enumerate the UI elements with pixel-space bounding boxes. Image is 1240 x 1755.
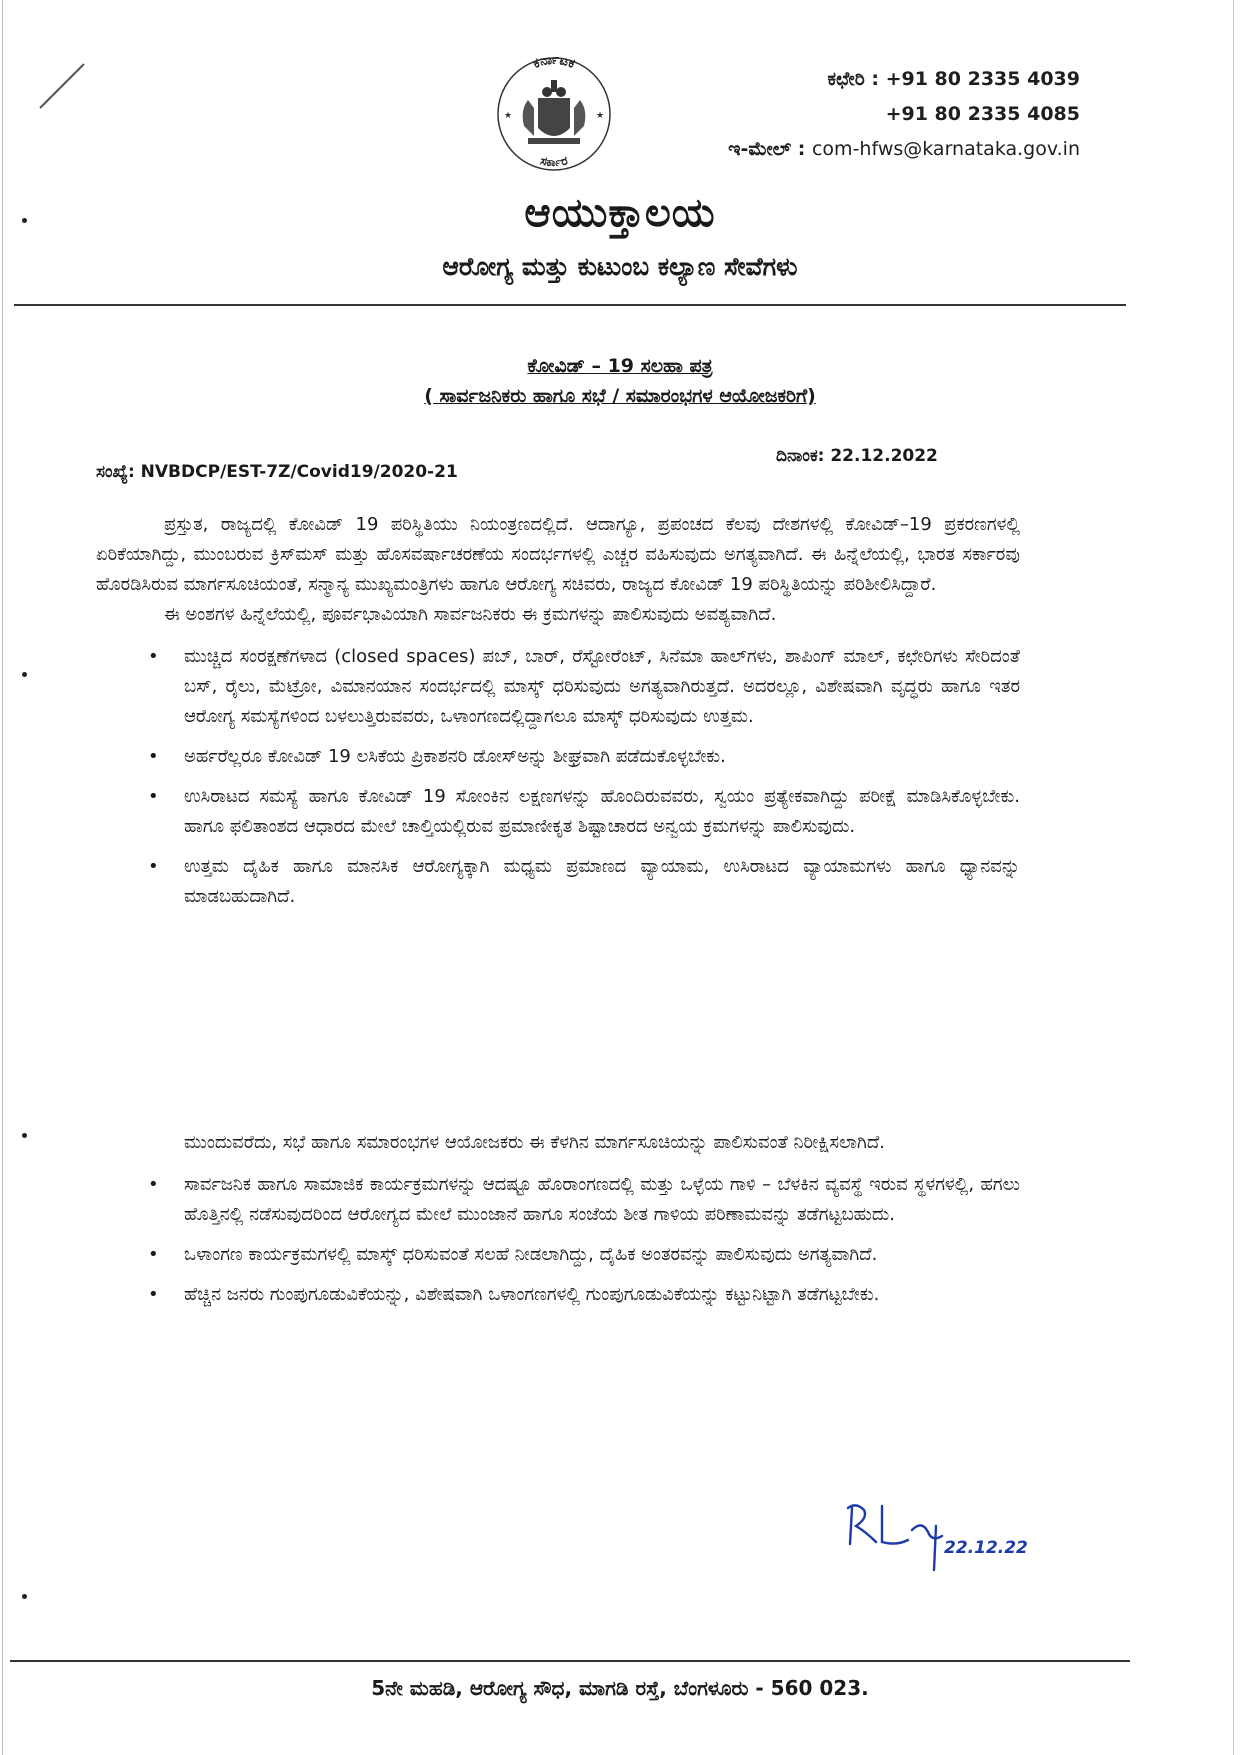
contact-block xyxy=(728,62,1080,167)
office-phone-2: +91 80 2335 4085 xyxy=(885,103,1080,125)
svg-text:ಕರ್ನಾಟಕ: ಕರ್ನಾಟಕ xyxy=(531,52,577,72)
reference-number: ಸಂಖ್ಯೆ: NVBDCP/EST-7Z/Covid19/2020-21 xyxy=(96,462,458,482)
email-line xyxy=(728,132,1080,167)
list-item-text: ಒಳಾಂಗಣ ಕಾರ್ಯಕ್ರಮಗಳಲ್ಲಿ ಮಾಸ್ಕ್ ಧರಿಸುವಂತೆ ಸಲಹೆ ನೀಡಲಾಗಿದ್ದು, ದೈಹಿಕ ಅಂತರವನ್ನು ಪಾಲಿಸುವುದು ಅಗತ್ಯವಾಗಿದೆ. xyxy=(184,1244,878,1265)
body-section-public xyxy=(96,510,1020,922)
punch-hole-mark xyxy=(22,1133,27,1138)
list-item-text: ಸಾರ್ವಜನಿಕ ಹಾಗೂ ಸಾಮಾಜಿಕ ಕಾರ್ಯಕ್ರಮಗಳನ್ನು ಆದಷ್ಟೂ ಹೊರಾಂಗಣದಲ್ಲಿ ಮತ್ತು ಒಳ್ಳೆಯ ಗಾಳಿ – ಬೆಳಕಿನ ವ್ಯವಸ್ಥೆ ಇರುವ ಸ್ಥಳಗಳಲ್ಲಿ, ಹಗಲು ಹೊತ್ತಿನಲ್ಲಿ ನಡೆಸುವುದರಿಂದ ಆರೋಗ್ಯದ ಮೇಲೆ ಮುಂಜಾನೆ ಹಾಗೂ ಸಂಜೆಯ ಶೀತ ಗಾಳಿಯ ಪರಿಣಾಮವನ್ನು ತಡೆಗಟ್ಟಬಹುದು. xyxy=(184,1174,1020,1225)
department-title: ಆರೋಗ್ಯ ಮತ್ತು ಕುಟುಂಬ ಕಲ್ಯಾಣ ಸೇವೆಗಳು xyxy=(442,252,798,281)
list-item xyxy=(96,742,1020,772)
office-title: ಆಯುಕ್ತಾಲಯ xyxy=(524,190,716,236)
list-item-text: ಮುಚ್ಚಿದ ಸಂರಕ್ಷಣೆಗಳಾದ (closed spaces) ಪಬ್, ಬಾರ್, ರೆಸ್ಟೋರೆಂಟ್, ಸಿನೆಮಾ ಹಾಲ್‌ಗಳು, ಶಾಪಿಂಗ್ ಮಾಲ್, ಕಛೇರಿಗಳು ಸೇರಿದಂತೆ ಬಸ್, ರೈಲು, ಮೆಟ್ರೋ, ವಿಮಾನಯಾನ ಸಂದರ್ಭದಲ್ಲಿ ಮಾಸ್ಕ್ ಧರಿಸುವುದು ಅಗತ್ಯವಾಗಿರುತ್ತದೆ. ಅದರಲ್ಲೂ, ವಿಶೇಷವಾಗಿ ವೃದ್ಧರು ಹಾಗೂ ಇತರ ಆರೋಗ್ಯ ಸಮಸ್ಯೆಗಳಿಂದ ಬಳಲುತ್ತಿರುವವರು, ಒಳಾಂಗಣದಲ್ಲಿದ್ದಾಗಲೂ ಮಾಸ್ಕ್ ಧರಿಸುವುದು ಉತ್ತಮ. xyxy=(184,646,1020,727)
office-phone-line xyxy=(728,62,1080,97)
punch-hole-mark xyxy=(22,1594,27,1599)
list-item-text: ಅರ್ಹರೆಲ್ಲರೂ ಕೋವಿಡ್ 19 ಲಸಿಕೆಯ ಪ್ರಿಕಾಶನರಿ ಡೋಸ್‌ಅನ್ನು ಶೀಘ್ರವಾಗಿ ಪಡೆದುಕೊಳ್ಳಬೇಕು. xyxy=(184,746,726,767)
svg-text:★: ★ xyxy=(504,111,513,121)
bullet-icon: • xyxy=(148,786,159,807)
organiser-measures-list xyxy=(96,1170,1020,1310)
circular-subtitle: ( ಸಾರ್ವಜನಿಕರು ಹಾಗೂ ಸಭೆ / ಸಮಾರಂಭಗಳ ಆಯೋಜಕರಿಗೆ) xyxy=(424,385,816,407)
body-section-organisers xyxy=(96,1128,1020,1320)
handwritten-signature xyxy=(842,1496,1042,1576)
karnataka-emblem-icon xyxy=(494,48,614,180)
list-item xyxy=(96,1240,1020,1270)
signature-date: 22.12.22 xyxy=(944,1538,1028,1558)
list-item-text: ಉತ್ತಮ ದೈಹಿಕ ಹಾಗೂ ಮಾನಸಿಕ ಆರೋಗ್ಯಕ್ಕಾಗಿ ಮಧ್ಯಮ ಪ್ರಮಾಣದ ವ್ಯಾಯಾಮ, ಉಸಿರಾಟದ ವ್ಯಾಯಾಮಗಳು ಹಾಗೂ ಧ್ಯಾನವನ್ನು ಮಾಡಬಹುದಾಗಿದೆ. xyxy=(184,856,1020,907)
scan-scratch-mark xyxy=(36,60,88,112)
punch-hole-mark xyxy=(22,672,27,677)
list-item xyxy=(96,852,1020,912)
footer-divider xyxy=(10,1660,1130,1662)
bullet-icon: • xyxy=(148,1284,159,1305)
circular-date: ದಿನಾಂಕ: 22.12.2022 xyxy=(776,446,938,466)
office-label: ಕಛೇರಿ : xyxy=(827,68,879,90)
organisers-intro: ಮುಂದುವರೆದು, ಸಭೆ ಹಾಗೂ ಸಮಾರಂಭಗಳ ಆಯೋಜಕರು ಈ ಕೆಳಗಿನ ಮಾರ್ಗಸೂಚಿಯನ್ನು ಪಾಲಿಸುವಂತೆ ನಿರೀಕ್ಷಿಸಲಾಗಿದೆ. xyxy=(184,1132,885,1153)
svg-text:★: ★ xyxy=(596,111,605,121)
bullet-icon: • xyxy=(148,746,159,767)
list-item xyxy=(96,642,1020,732)
email-address: com-hfws@karnataka.gov.in xyxy=(811,138,1080,160)
bullet-icon: • xyxy=(148,856,159,877)
intro-paragraph-1: ಪ್ರಸ್ತುತ, ರಾಜ್ಯದಲ್ಲಿ ಕೋವಿಡ್ 19 ಪರಿಸ್ಥಿತಿಯು ನಿಯಂತ್ರಣದಲ್ಲಿದೆ. ಆದಾಗ್ಯೂ, ಪ್ರಪಂಚದ ಕೆಲವು ದೇಶಗಳಲ್ಲಿ ಕೋವಿಡ್–19 ಪ್ರಕರಣಗಳಲ್ಲಿ ಏರಿಕೆಯಾಗಿದ್ದು, ಮುಂಬರುವ ಕ್ರಿಸ್‌ಮಸ್ ಮತ್ತು ಹೊಸವರ್ಷಾಚರಣೆಯ ಸಂದರ್ಭಗಳಲ್ಲಿ ಎಚ್ಚರ ವಹಿಸುವುದು ಅಗತ್ಯವಾಗಿದೆ. ಈ ಹಿನ್ನೆಲೆಯಲ್ಲಿ, ಭಾರತ ಸರ್ಕಾರವು ಹೊರಡಿಸಿರುವ ಮಾರ್ಗಸೂಚಿಯಂತೆ, ಸನ್ಮಾನ್ಯ ಮುಖ್ಯಮಂತ್ರಿಗಳು ಹಾಗೂ ಆರೋಗ್ಯ ಸಚಿವರು, ರಾಜ್ಯದ ಕೋವಿಡ್ 19 ಪರಿಸ್ಥಿತಿಯನ್ನು ಪರಿಶೀಲಿಸಿದ್ದಾರೆ. xyxy=(96,514,1020,595)
email-label: ಇ-ಮೇಲ್ : xyxy=(728,138,806,160)
bullet-icon: • xyxy=(148,1174,159,1195)
svg-text:ಸರ್ಕಾರ: ಸರ್ಕಾರ xyxy=(539,153,569,170)
header-divider xyxy=(14,304,1126,306)
list-item xyxy=(96,782,1020,842)
list-item-text: ಹೆಚ್ಚಿನ ಜನರು ಗುಂಪುಗೂಡುವಿಕೆಯನ್ನು, ವಿಶೇಷವಾಗಿ ಒಳಾಂಗಣಗಳಲ್ಲಿ ಗುಂಪುಗೂಡುವಿಕೆಯನ್ನು ಕಟ್ಟುನಿಟ್ಟಾಗಿ ತಡೆಗಟ್ಟಬೇಕು. xyxy=(184,1284,880,1305)
list-item xyxy=(96,1280,1020,1310)
intro-paragraph-2: ಈ ಅಂಶಗಳ ಹಿನ್ನೆಲೆಯಲ್ಲಿ, ಪೂರ್ವಭಾವಿಯಾಗಿ ಸಾರ್ವಜನಿಕರು ಈ ಕ್ರಮಗಳನ್ನು ಪಾಲಿಸುವುದು ಅವಶ್ಯವಾಗಿದೆ. xyxy=(164,604,777,625)
bullet-icon: • xyxy=(148,646,159,667)
footer-address: 5ನೇ ಮಹಡಿ, ಆರೋಗ್ಯ ಸೌಧ, ಮಾಗಡಿ ರಸ್ತೆ, ಬೆಂಗಳೂರು - 560 023. xyxy=(371,1676,869,1700)
list-item-text: ಉಸಿರಾಟದ ಸಮಸ್ಯೆ ಹಾಗೂ ಕೋವಿಡ್ 19 ಸೋಂಕಿನ ಲಕ್ಷಣಗಳನ್ನು ಹೊಂದಿರುವವರು, ಸ್ವಯಂ ಪ್ರತ್ಯೇಕವಾಗಿದ್ದು ಪರೀಕ್ಷೆ ಮಾಡಿಸಿಕೊಳ್ಳಬೇಕು. ಹಾಗೂ ಫಲಿತಾಂಶದ ಆಧಾರದ ಮೇಲೆ ಚಾಲ್ತಿಯಲ್ಲಿರುವ ಪ್ರಮಾಣೀಕೃತ ಶಿಷ್ಟಾಚಾರದ ಅನ್ವಯ ಕ್ರಮಗಳನ್ನು ಪಾಲಿಸುವುದು. xyxy=(184,786,1020,837)
list-item xyxy=(96,1170,1020,1230)
circular-title: ಕೋವಿಡ್ – 19 ಸಲಹಾ ಪತ್ರ xyxy=(527,355,713,377)
public-measures-list xyxy=(96,642,1020,912)
office-phone-1: +91 80 2335 4039 xyxy=(885,68,1080,90)
bullet-icon: • xyxy=(148,1244,159,1265)
